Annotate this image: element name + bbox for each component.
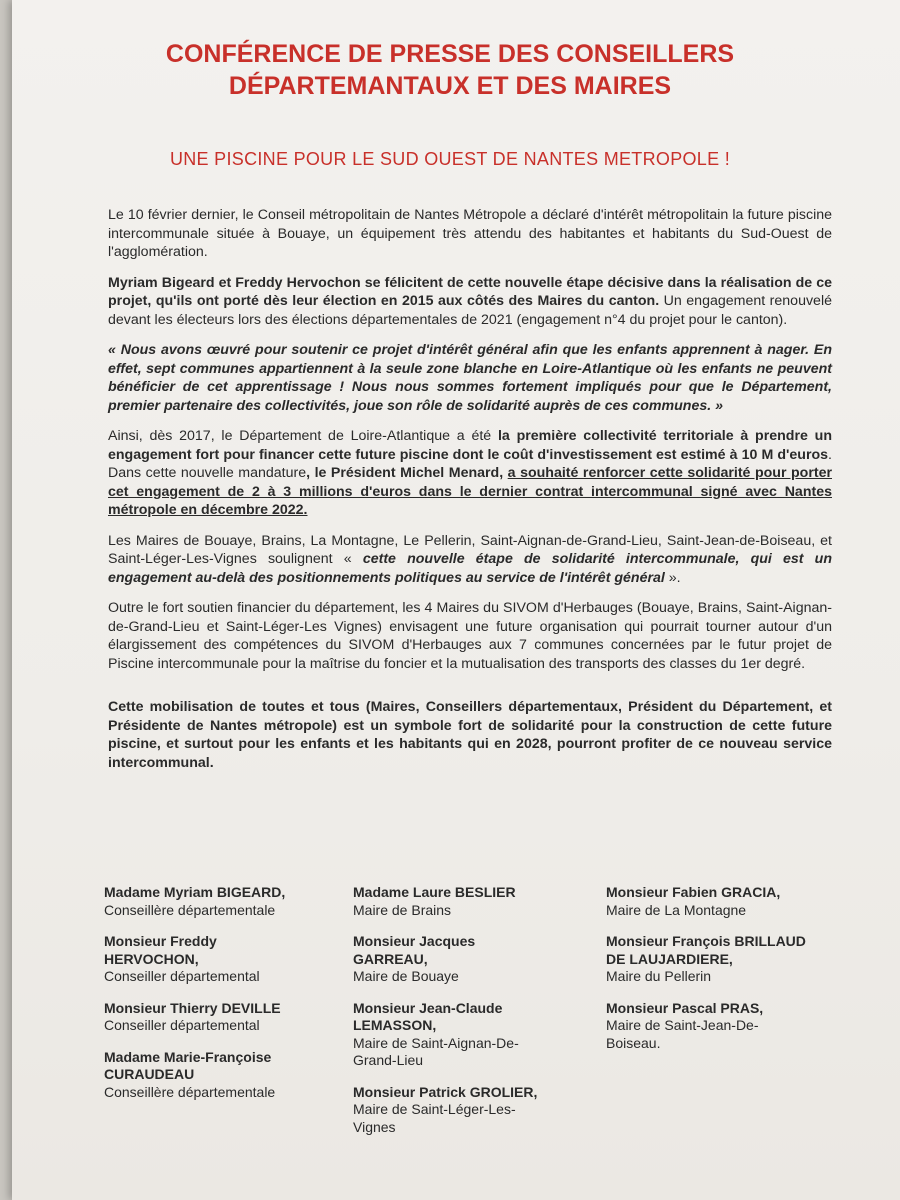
signatory-name: Monsieur Jacques GARREAU, (353, 933, 476, 967)
paragraph-4-c: . Dans cette nouvelle mandature (108, 446, 832, 481)
paragraph-5 (108, 532, 832, 588)
signatory (104, 1000, 304, 1035)
page-title (0, 38, 900, 102)
paragraph-5-a: Les Maires de Bouaye, Brains, La Montagne, Le Pellerin, Saint-Aignan-de-Grand-Lieu, Saint-Jean-de-Boiseau, et Saint-Léger-Les-Vignes soulignent « (108, 532, 832, 567)
signatory (104, 1049, 304, 1102)
signatory (104, 933, 304, 986)
signatory-role: Maire de La Montagne (606, 901, 747, 918)
signatory-name: Monsieur Freddy HERVOCHON, (104, 933, 217, 967)
paragraph-4 (108, 427, 832, 520)
signatory (606, 933, 806, 986)
signatory-role: Conseillère départementale (104, 1083, 276, 1100)
title-line-2: DÉPARTEMANTAUX ET DES MAIRES (228, 72, 672, 100)
signatory-name: Monsieur Thierry DEVILLE (104, 999, 281, 1016)
paragraph-2-rest: Un engagement renouvelé devant les électeurs lors des élections départementales de 2021 (engagement n°4 du projet pour le canton). (108, 293, 832, 328)
signatory (353, 1000, 553, 1070)
press-release-body (108, 206, 832, 784)
signatories-column-3 (606, 884, 806, 1066)
signatory-name: Monsieur Pascal PRAS, (606, 999, 764, 1016)
signatory-name: Madame Laure BESLIER (353, 884, 516, 900)
paragraph-4-d: , le Président Michel Menard, (306, 465, 508, 481)
signatory-role: Conseiller départemental (104, 1017, 260, 1033)
signatory (606, 1000, 806, 1053)
signatory-name: Monsieur Jean-Claude LEMASSON, (353, 999, 503, 1033)
signatory-name: Monsieur Fabien GRACIA, (606, 884, 781, 900)
signatory-role: Maire de Bouaye (353, 968, 459, 984)
paragraph-2-bold: Myriam Bigeard et Freddy Hervochon se félicitent de cette nouvelle étape décisive dans la réalisation de ce projet, qu'ils ont porté dès leur élection en 2015 aux côtés des Maires du canton. (108, 274, 832, 309)
paragraph-5-b: cette nouvelle étape de solidarité intercommunale, qui est un engagement au-delà des positionnements politiques au service de l'intérêt général (108, 551, 832, 586)
signatory-name: Monsieur Patrick GROLIER, (353, 1083, 538, 1100)
signatory-role: Maire du Pellerin (606, 968, 712, 984)
paragraph-4-b: la première collectivité territoriale à prendre un engagement fort pour financer cette future piscine dont le coût d'investissement est estimé à 10 M d'euros (108, 428, 832, 463)
paragraph-5-c: ». (664, 569, 681, 586)
signatory (104, 884, 304, 919)
signatories-column-2 (353, 884, 553, 1150)
signatory-role: Maire de Brains (353, 901, 452, 918)
signatory-name: Madame Myriam BIGEARD, (104, 884, 286, 900)
signatory (353, 884, 553, 919)
page-subtitle: UNE PISCINE POUR LE SUD OUEST DE NANTES METROPOLE ! (169, 149, 731, 169)
signatory (606, 884, 806, 919)
paragraph-1: Le 10 février dernier, le Conseil métropolitain de Nantes Métropole a déclaré d'intérêt métropolitain la future piscine intercommunale située à Bouaye, un équipement très attendu des habitantes et habitants du Sud-Ouest de l'agglomération. (108, 207, 832, 260)
signatory-name: Monsieur François BRILLAUD DE LAUJARDIERE, (606, 933, 806, 967)
signatory-role: Conseiller départemental (104, 968, 260, 984)
signatory (353, 1084, 553, 1137)
signatory-name: Madame Marie-Françoise CURAUDEAU (104, 1048, 272, 1082)
signatory (353, 933, 553, 986)
paragraph-6: Outre le fort soutien financier du département, les 4 Maires du SIVOM d'Herbauges (Bouaye, Brains, Saint-Aignan-de-Grand-Lieu et Saint-Léger-Les Vignes) envisagent une future organisation qui pourrait tourner autour d'un élargissement des compétences du SIVOM d'Herbauges aux 7 communes concernées par le futur projet de Piscine intercommunale pour la maîtrise du foncier et la mutualisation des transports des classes du 1er degré. (108, 600, 832, 672)
paragraph-2 (108, 274, 832, 330)
signatory-role: Maire de Saint-Aignan-De-Grand-Lieu (353, 1034, 519, 1068)
signatories-column-1 (104, 884, 304, 1115)
title-line-1: CONFÉRENCE DE PRESSE DES CONSEILLERS (165, 40, 735, 68)
paragraph-4-e: a souhaité renforcer cette solidarité pour porter cet engagement de 2 à 3 millions d'euros dans le dernier contrat intercommunal signé avec Nantes métropole en décembre 2022. (108, 465, 832, 518)
paragraph-4-a: Ainsi, dès 2017, le Département de Loire-Atlantique a été (108, 428, 498, 444)
quote-paragraph: « Nous avons œuvré pour soutenir ce projet d'intérêt général afin que les enfants apprennent à nager. En effet, sept communes appartiennent à la seule zone blanche en Loire-Atlantique où les enfants ne peuvent bénéficier de cet apprentissage ! Nous nous sommes fortement impliqués pour que le Département, premier partenaire des collectivités, joue son rôle de solidarité auprès de ces communes. » (108, 342, 832, 414)
paragraph-7: Cette mobilisation de toutes et tous (Maires, Conseillers départementaux, Président du Département, et Présidente de Nantes métropole) est un symbole fort de solidarité pour la construction de cette future piscine, et surtout pour les enfants et les habitants qui en 2028, pourront profiter de ce nouveau service intercommunal. (108, 699, 832, 771)
signatory-role: Conseillère départementale (104, 901, 276, 918)
signatory-role: Maire de Saint-Jean-De-Boiseau. (606, 1017, 759, 1051)
signatory-role: Maire de Saint-Léger-Les-Vignes (353, 1101, 516, 1135)
